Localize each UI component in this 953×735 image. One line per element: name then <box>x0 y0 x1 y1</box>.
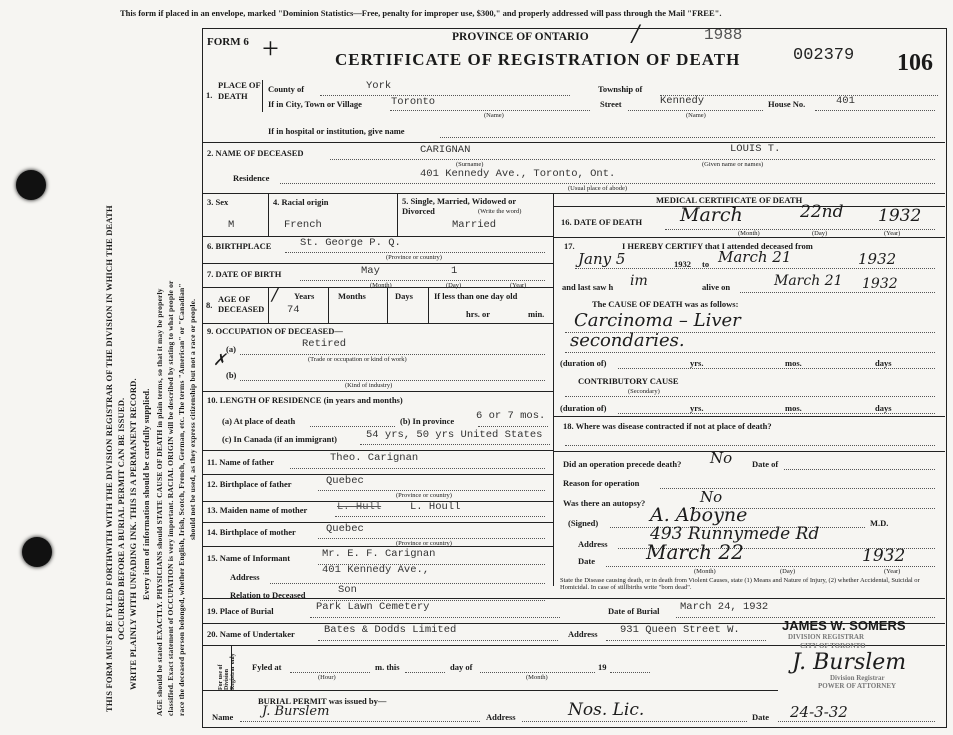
registrar-stamp-line-4: POWER OF ATTORNEY <box>818 682 897 690</box>
days-label-2: days <box>875 403 892 413</box>
min-label: min. <box>528 309 545 319</box>
years-label: Years <box>294 291 315 301</box>
dob-month-caption: (Month) <box>370 282 392 289</box>
contributory-label: CONTRIBUTORY CAUSE <box>578 376 679 386</box>
operation-label: Did an operation precede death? <box>563 459 682 469</box>
father-label: 11. Name of father <box>207 457 275 467</box>
punch-hole-bottom <box>22 537 52 567</box>
burial-place-label: 19. Place of Burial <box>207 606 274 616</box>
tick-mark: + <box>262 32 279 65</box>
last-saw-pronoun: im <box>630 273 648 289</box>
mother-birthplace-value: Quebec <box>326 523 364 535</box>
secondary-caption: (Secondary) <box>628 388 660 395</box>
death-date-label: 16. DATE OF DEATH <box>561 217 643 227</box>
hrs-label: hrs. or <box>466 309 491 319</box>
to-word: to <box>702 259 710 269</box>
undertaker-address-value: 931 Queen Street W. <box>620 624 740 636</box>
permit-issuer-signature: J. Burslem <box>262 704 330 719</box>
autopsy-label: Was there an autopsy? <box>563 498 646 508</box>
alive-on-label: alive on <box>702 282 731 292</box>
age-label: AGE OF DECEASED <box>218 294 265 314</box>
md-label: M.D. <box>870 518 889 528</box>
mother-label: 13. Maiden name of mother <box>207 505 308 515</box>
residence-label: Residence <box>233 173 270 183</box>
permit-date-label: Date <box>752 712 769 722</box>
dob-year-caption: (Year) <box>510 282 527 289</box>
q18-label: 18. Where was disease contracted if not at place of death? <box>563 421 772 431</box>
father-birthplace-label: 12. Birthplace of father <box>207 479 292 489</box>
surname-value: CARIGNAN <box>420 144 471 156</box>
day-of-label: day of <box>450 662 473 672</box>
marital-hint: (Write the word) <box>478 208 522 215</box>
registrar-stamp-name: JAMES W. SOMERS <box>782 618 906 633</box>
physician-address-value: 493 Runnymede Rd <box>650 524 820 544</box>
deceased-name-label: 2. NAME OF DECEASED <box>207 148 304 158</box>
informant-address-value: 401 Kennedy Ave., <box>322 564 430 576</box>
city-caption: (Name) <box>484 112 504 119</box>
registrar-stamp-line-3: Division Registrar <box>830 674 885 682</box>
occupation-label: 9. OCCUPATION OF DECEASED— <box>207 326 343 336</box>
residence-caption: (Usual place of abode) <box>568 185 628 192</box>
mother-value: L. Houll <box>410 501 461 513</box>
alive-on-value: March 21 <box>774 273 843 289</box>
burial-date-label: Date of Burial <box>608 606 660 616</box>
fyled-at-label: Fyled at <box>252 662 282 672</box>
marital-value: Married <box>452 219 497 231</box>
informant-label: 15. Name of Informant <box>207 553 291 563</box>
attended-to-year-value: 1932 <box>858 250 897 268</box>
from-year-value: 1932 <box>674 259 691 269</box>
cause-line-1: Carcinoma – Liver <box>574 310 741 331</box>
residence-value: 401 Kennedy Ave., Toronto, Ont. <box>420 168 616 180</box>
cause-line-2: secondaries. <box>570 330 685 351</box>
medical-footnote: State the Disease causing death, or in death from Violent Causes, state (1) Means and Nature of Injury, (2) whether Accidental, Suicidal or Homicidal. In case of stillbirths write "born dead". <box>560 577 920 591</box>
dob-day-caption: (Day) <box>446 282 462 289</box>
signed-label: (Signed) <box>568 518 599 528</box>
cause-label: The CAUSE OF DEATH was as follows: <box>592 299 739 309</box>
relation-label: Relation to Deceased <box>230 590 306 600</box>
undertaker-label: 20. Name of Undertaker <box>207 629 295 639</box>
death-month-value: March <box>680 204 743 226</box>
county-value: York <box>366 80 392 92</box>
death-year-value: 1932 <box>878 206 922 226</box>
dob-day-value: 1 <box>451 265 458 277</box>
mos-label-2: mos. <box>785 403 802 413</box>
permit-address-label: Address <box>486 712 516 722</box>
province-heading: PROVINCE OF ONTARIO <box>452 31 589 43</box>
registrar-stamp-line-2: CITY OF TORONTO <box>800 642 866 650</box>
sign-year-caption: (Year) <box>884 568 901 575</box>
office-use-label: For use of Division Registrar only <box>218 653 236 690</box>
attended-from-value: Jany 5 <box>578 250 626 268</box>
age-check-mark: / <box>272 284 279 305</box>
operation-value: No <box>710 449 733 467</box>
surname-caption: (Surname) <box>456 161 484 168</box>
county-label: County of <box>268 84 305 94</box>
occupation-a: (a) <box>226 344 236 354</box>
mailing-notice: This form if placed in an envelope, marked "Dominion Statistics—Free, penalty for improper use, $300," and properly addressed will pass through the Mail "FREE". <box>120 8 722 18</box>
physician-address-label: Address <box>578 539 608 549</box>
in-province-label: (b) In province <box>400 416 455 426</box>
father-birthplace-value: Quebec <box>326 475 364 487</box>
side-note-1: AGE should be stated EXACTLY. PHYSICIANS should STATE CAUSE OF DEATH in plain terms, so that it may be properly <box>155 288 164 716</box>
township-label: Township of <box>598 84 643 94</box>
registrar-signature: J. Burslem <box>792 650 907 675</box>
province-checkmark: / <box>632 22 640 47</box>
years-value: 74 <box>287 304 300 316</box>
informant-address-label: Address <box>230 572 260 582</box>
occupation-x-mark: ✗ <box>213 350 227 369</box>
sign-date-value: March 22 <box>646 540 744 564</box>
father-birthplace-caption: (Province or country) <box>396 492 452 499</box>
certificate-title: CERTIFICATE OF REGISTRATION OF DEATH <box>335 50 741 69</box>
mother-birthplace-label: 14. Birthplace of mother <box>207 527 296 537</box>
given-name-caption: (Given name or names) <box>702 161 764 168</box>
fyled-hour-caption: (Hour) <box>318 674 336 681</box>
side-note-2: classified. Exact statement of OCCUPATION is very important. RACIAL ORIGIN will be described by stating to what people or <box>166 280 175 716</box>
reason-label: Reason for operation <box>563 478 640 488</box>
side-note-4: should not be used, as they express citizenship but not a race or people. <box>188 298 197 540</box>
city-label: If in City, Town or Village <box>268 99 362 109</box>
trade-caption: (Trade or occupation or kind of work) <box>308 356 407 363</box>
burial-permit-label: BURIAL PERMIT was issued by— <box>258 696 387 706</box>
less-day-label: If less than one day old <box>434 291 518 301</box>
autopsy-value: No <box>700 488 723 506</box>
attended-to-value: March 21 <box>718 248 792 266</box>
certify-label: I HEREBY CERTIFY that I attended deceased from <box>622 241 813 251</box>
sign-date-label: Date <box>578 556 595 566</box>
sex-label: 3. Sex <box>207 197 229 207</box>
yrs-label-1: yrs. <box>690 358 704 368</box>
side-care-line: Every item of information should be carefully supplied. <box>141 388 151 600</box>
duration-label-2: (duration of) <box>560 403 607 413</box>
dob-month-value: May <box>361 265 380 277</box>
street-caption: (Name) <box>686 112 706 119</box>
medical-heading: MEDICAL CERTIFICATE OF DEATH <box>656 195 803 205</box>
burial-place-value: Park Lawn Cemetery <box>316 601 430 613</box>
days-label: Days <box>395 291 413 301</box>
year-stamp: 1988 <box>704 26 743 44</box>
permit-date-value: 24-3-32 <box>790 703 848 721</box>
house-label: House No. <box>768 99 806 109</box>
relation-value: Son <box>338 584 357 596</box>
page-number: 106 <box>897 50 933 76</box>
residence-length-label: 10. LENGTH OF RESIDENCE (in years and months) <box>207 395 403 405</box>
death-day-caption: (Day) <box>812 230 828 237</box>
racial-origin-label: 4. Racial origin <box>273 197 329 207</box>
mother-birthplace-caption: (Province or country) <box>396 540 452 547</box>
side-filing-line-1: THIS FORM MUST BE FYLED FORTHWITH WITH THE DIVISION REGISTRAR OF THE DIVISION IN WHICH THE DEATH <box>104 205 114 712</box>
mos-label-1: mos. <box>785 358 802 368</box>
city-value: Toronto <box>391 96 436 108</box>
racial-origin-value: French <box>284 219 322 231</box>
fyled-year-prefix: 19 <box>598 662 607 672</box>
death-year-caption: (Year) <box>884 230 901 237</box>
occupation-value: Retired <box>302 338 347 350</box>
industry-caption: (Kind of industry) <box>345 382 393 389</box>
m-this-label: m. this <box>375 662 400 672</box>
sex-value: M <box>228 219 235 231</box>
birthplace-label: 6. BIRTHPLACE <box>207 241 272 251</box>
house-value: 401 <box>836 95 855 107</box>
street-label: Street <box>600 99 622 109</box>
mother-struck-text: L. Hull <box>337 501 382 513</box>
side-note-3: race the deceased person belonged, whether English, Irish, Scotch, French, German, etc. The terms "American" or "Canadian" <box>177 283 186 716</box>
undertaker-value: Bates & Dodds Limited <box>324 624 457 636</box>
death-day-value: 22nd <box>800 202 844 222</box>
in-canada-label: (c) In Canada (if an immigrant) <box>222 434 337 444</box>
undertaker-address-label: Address <box>568 629 598 639</box>
sign-month-caption: (Month) <box>694 568 716 575</box>
death-month-caption: (Month) <box>738 230 760 237</box>
sign-day-caption: (Day) <box>780 568 796 575</box>
given-name-value: LOUIS T. <box>730 143 781 155</box>
age-number: 8. <box>206 300 213 310</box>
hospital-label: If in hospital or institution, give name <box>268 126 405 136</box>
dob-label: 7. DATE OF BIRTH <box>207 269 282 279</box>
registrar-stamp-line-1: DIVISION REGISTRAR <box>788 633 865 641</box>
place-number: 1. <box>206 90 213 100</box>
side-ink-line: WRITE PLAINLY WITH UNFADING INK. THIS IS A PERMANENT RECORD. <box>128 378 138 690</box>
side-filing-line-2: OCCURRED BEFORE A BURIAL PERMIT CAN BE ISSUED. <box>116 397 126 640</box>
father-value: Theo. Carignan <box>330 452 419 464</box>
in-canada-value: 54 yrs, 50 yrs United States <box>366 429 543 441</box>
fyled-month-caption: (Month) <box>526 674 548 681</box>
certificate-number: 002379 <box>793 46 855 65</box>
certify-number: 17. <box>564 241 575 251</box>
last-saw-label: and last saw h <box>562 282 614 292</box>
in-province-value: 6 or 7 mos. <box>476 410 546 422</box>
form-number: FORM 6 <box>207 36 249 48</box>
punch-hole-top <box>16 170 46 200</box>
birthplace-value: St. George P. Q. <box>300 237 401 249</box>
days-label-1: days <box>875 358 892 368</box>
yrs-label-2: yrs. <box>690 403 704 413</box>
physician-signature: A. Aboyne <box>650 504 748 526</box>
duration-label-1: (duration of) <box>560 358 607 368</box>
sign-year-value: 1932 <box>862 546 906 566</box>
birthplace-caption: (Province or country) <box>386 254 442 261</box>
operation-date-label: Date of <box>752 459 779 469</box>
street-value: Kennedy <box>660 95 705 107</box>
alive-on-year-value: 1932 <box>862 276 898 292</box>
place-of-death-label: PLACE OF DEATH <box>218 80 261 101</box>
occupation-b: (b) <box>226 370 237 380</box>
months-label: Months <box>338 291 366 301</box>
burial-date-value: March 24, 1932 <box>680 601 769 613</box>
at-place-label: (a) At place of death <box>222 416 296 426</box>
informant-value: Mr. E. F. Carignan <box>322 548 436 560</box>
marital-label: 5. Single, Married, Widowed or Divorced <box>402 196 517 216</box>
permit-address-value: Nos. Lic. <box>568 700 645 720</box>
permit-name-label: Name <box>212 712 234 722</box>
